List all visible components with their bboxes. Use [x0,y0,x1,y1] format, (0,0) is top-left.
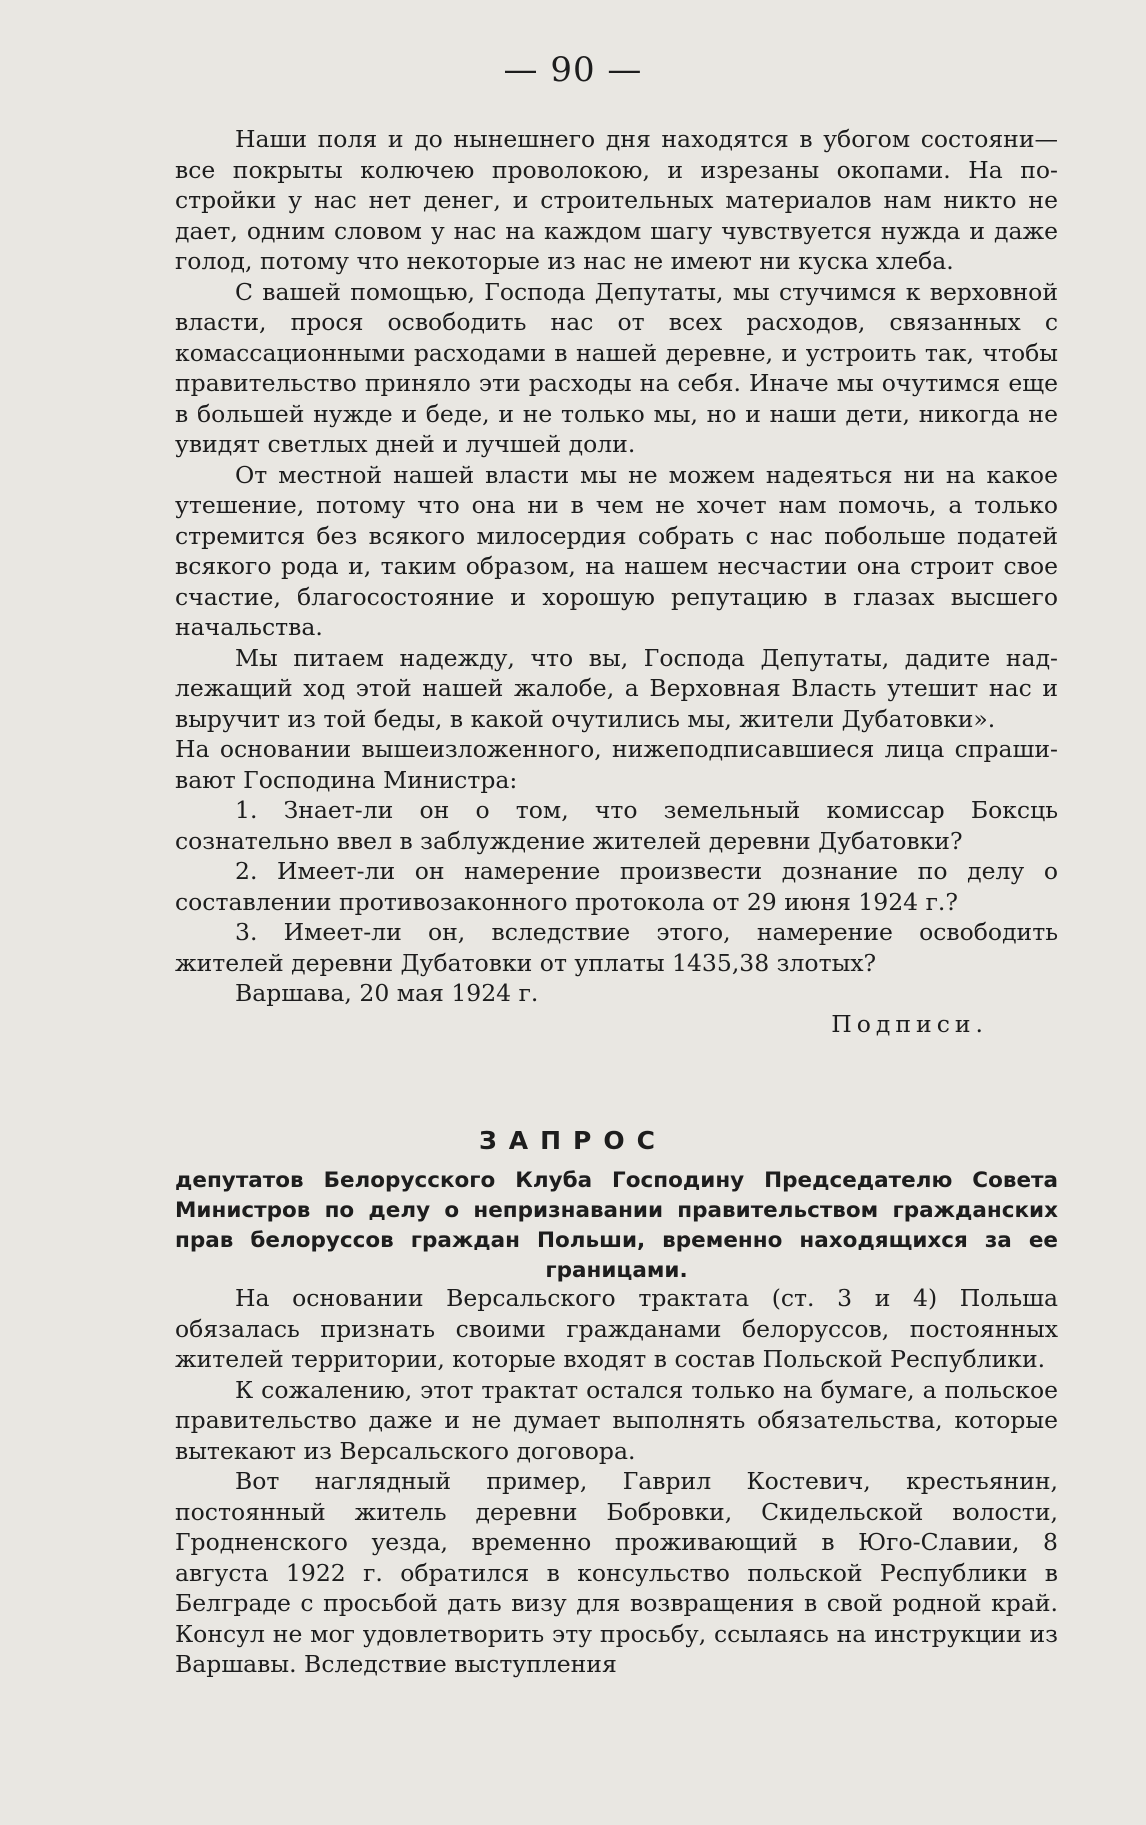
letter-paragraph-2: С вашей помощью, Господа Депутаты, мы стучимся к верховной власти, прося освободить нас от всех расходов, связанных с комассационными расходами в нашей деревне, и устроить так, чтобы правительство приняло эти расходы на себя. Иначе мы очутимся еще в большей нужде и беде, и не только мы, но и наши дети, никогда не увидят светлых дней и лучшей доли. [175,277,1058,458]
letter-paragraph-3: От местной нашей власти мы не можем надеяться ни на какое утешение, потому что она ни в чем не хочет нам помочь, а только стремится без всякого милосердия собрать с нас побольше податей всякого рода и, таким образом, на нашем несчастии она строит свое счастие, благосостояние и хорошую репутацию в глазах высшего начальства. [175,460,1058,641]
inquiry-title: ЗАПРОС [479,1126,667,1155]
question-1: 1. Знает-ли он о том, что земельный комиссар Боксць сознательно ввел в заблуждение жителей деревни Дубатовки? [175,796,1058,855]
basis-line: На основании вышеизложенного, нижеподписавшиеся лица спрашивают Господина Министра: [175,735,1058,794]
letter-body [175,124,1058,1039]
inquiry-paragraph-1: На основании Версальского трактата (ст. 3 и 4) Польша обязалась признать своими гражданами белоруссов, постоянных жителей территории, которые входят в состав Польской Республики. [175,1284,1058,1373]
inquiry-subtitle: депутатов Белорусского Клуба Господину Председателю Совета Министров по делу о непризнавании правительством гражданских прав белоруссов граждан Польши, временно находящихся за ее границами. [175,1168,1058,1283]
question-2: 2. Имеет-ли он намерение произвести дознание по делу о составлении противозаконного протокола от 29 июня 1924 г.? [175,857,1058,916]
letter-paragraph-4: Мы питаем надежду, что вы, Господа Депутаты, дадите надлежащий ход этой нашей жалобе, а Верховная Власть утешит нас и выручит из той беды, в какой очутились мы, жители Дубатовки». [175,643,1058,733]
page-number: — 90 — [503,50,643,90]
inquiry-paragraph-2: К сожалению, этот трактат остался только на бумаге, а польское правительство даже и не думает выполнять обязательства, которые вытекают из Версальского договора. [175,1375,1058,1465]
inquiry-body [175,1283,1058,1680]
inquiry-paragraph-3: Вот наглядный пример, Гаврил Костевич, крестьянин, постоянный житель деревни Бобровки, Скидельской волости, Гродненского уезда, временно проживающий в Юго-Славии, 8 августа 1922 г. обратился в консульство польской Республики в Белграде с просьбой дать визу для возвращения в свой родной край. Консул не мог удовлетворить эту просьбу, ссылаясь на инструкции из Варшавы. Вследствие выступления [175,1467,1058,1678]
question-3: 3. Имеет-ли он, вследствие этого, намерение освободить жителей деревни Дубатовки от уплаты 1435,38 злотых? [175,918,1058,977]
place-date: Варшава, 20 мая 1924 г. [235,979,539,1007]
letter-paragraph-1: Наши поля и до нынешнего дня находятся в убогом состояни—все покрыты колючею проволокою, и изрезаны окопами. На постройки у нас нет денег, и строительных материалов нам никто не дает, одним словом у нас на каждом шагу чувствуется нужда и даже голод, потому что некоторые из нас не имеют ни куска хлеба. [175,125,1058,275]
signatures: Подписи. [831,1009,988,1038]
